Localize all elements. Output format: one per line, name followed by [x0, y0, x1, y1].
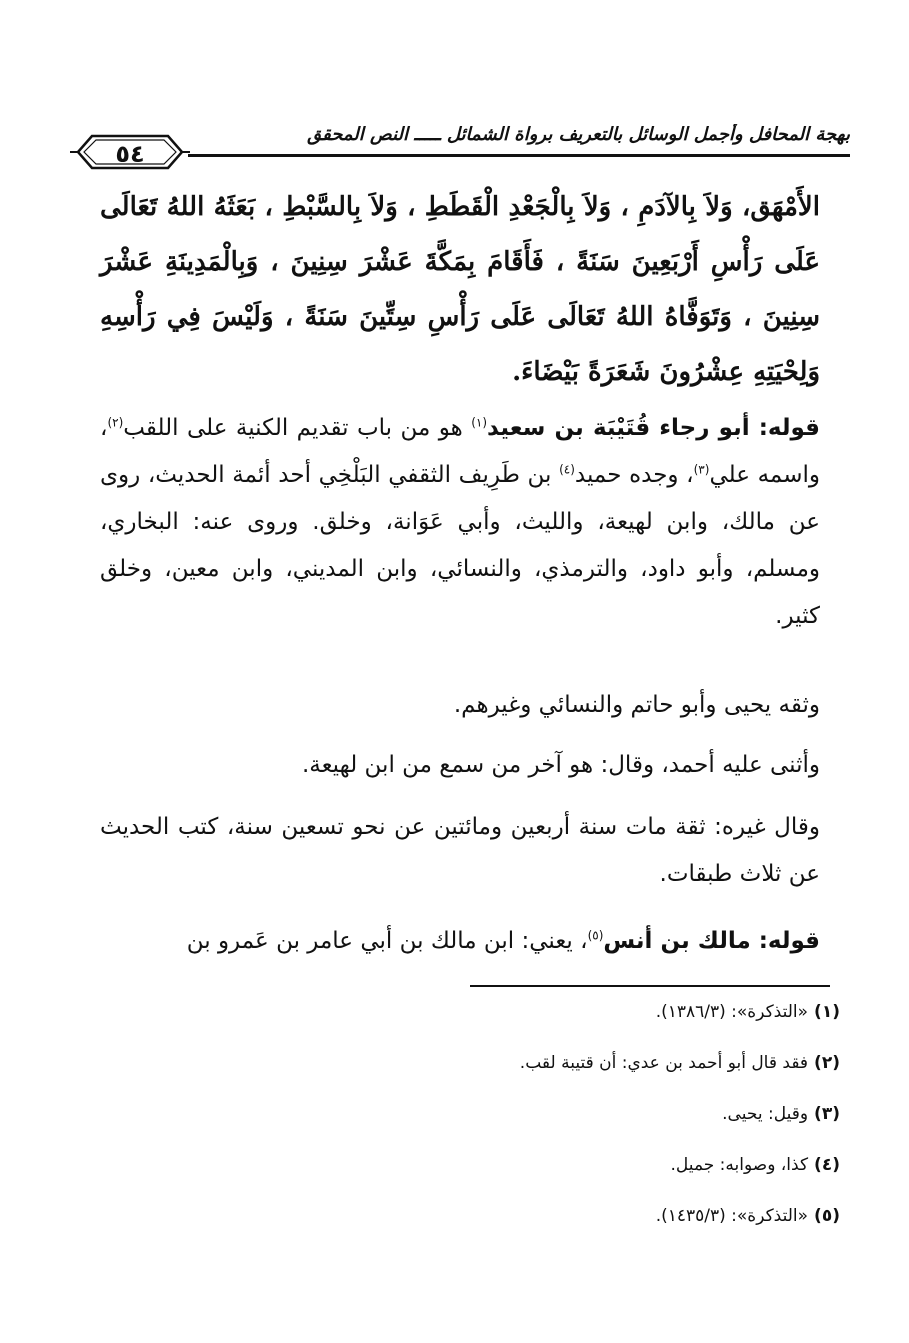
- paragraph-text: هو من باب تقديم الكنية على اللقب: [123, 415, 472, 441]
- footnote-item: [300, 990, 840, 1041]
- footnote-ref-4[interactable]: (٤): [559, 462, 575, 477]
- footnote-item: [300, 1143, 840, 1194]
- footnote-ref-5[interactable]: (٥): [587, 928, 604, 943]
- paragraph-lead: قوله: مالك بن أنس: [603, 928, 820, 954]
- page-number: ٥٤: [115, 140, 145, 168]
- running-header-title: بهجة المحافل وأجمل الوسائل بالتعريف برواة الشمائل ـــــ النص المحقق: [307, 124, 850, 145]
- paragraph-lead: قوله: أبو رجاء قُتَيْبَة بن سعيد: [487, 415, 820, 441]
- footnote-number: (٤): [814, 1155, 840, 1175]
- footnote-number: (١): [814, 1002, 840, 1022]
- hadith-text: الأَمْهَق، وَلاَ بِالآدَمِ ، وَلاَ بِالْجَعْدِ الْقَطَطِ ، وَلاَ بِالسَّبْطِ ، بَعَثَهُ اللهُ تَعَالَى عَلَى رَأْسِ أَرْبَعِينَ سَنَةً ، فَأَقَامَ بِمَكَّةَ عَشْرَ سِنِينَ ، وَبِالْمَدِينَةِ عَشْرَ سِنِينَ ، وَتَوَفَّاهُ اللهُ تَعَالَى عَلَى رَأْسِ سِتِّينَ سَنَةً ، وَلَيْسَ فِي رَأْسِهِ وَلِحْيَتِهِ عِشْرُونَ شَعَرَةً بَيْضَاءَ.: [100, 192, 820, 387]
- footnote-text: فقد قال أبو أحمد بن عدي: أن قتيبة لقب.: [519, 1053, 809, 1073]
- paragraph-malik: [100, 918, 820, 965]
- footnote-item: [300, 1041, 840, 1092]
- paragraph-text: بن طَرِيف الثقفي البَلْخِي أحد أئمة الحديث، روى عن مالك، وابن لهيعة، والليث، وأبي عَوَانة، وخلق. وروى عنه: البخاري، ومسلم، وأبو داود، والترمذي، والنسائي، وابن المديني، وابن معين، وخلق كثير.: [100, 462, 820, 629]
- paragraph-text: ، وجده حميد: [574, 462, 694, 488]
- paragraph-qutaybah: [100, 405, 820, 640]
- footnote-separator: [470, 985, 830, 987]
- paragraph-tawthiq: وثقه يحيى وأبو حاتم والنسائي وغيرهم.: [453, 692, 820, 718]
- paragraph-death: وقال غيره: ثقة مات سنة أربعين ومائتين عن نحو تسعين سنة، كتب الحديث عن ثلاث طبقات.: [100, 814, 820, 887]
- footnote-text: «التذكرة»: (١٣٨٦/٣).: [655, 1002, 809, 1022]
- footnote-text: «التذكرة»: (١٤٣٥/٣).: [655, 1206, 809, 1226]
- page-number-badge: [70, 132, 190, 172]
- footnote-text: وقيل: يحيى.: [722, 1104, 809, 1124]
- paragraph-text: ، يعني: ابن مالك بن أبي عامر بن عَمرو بن: [186, 928, 588, 954]
- footnote-item: [300, 1194, 840, 1245]
- header-rule: [188, 154, 850, 157]
- footnote-ref-3[interactable]: (٣): [693, 462, 710, 477]
- footnote-number: (٥): [814, 1206, 840, 1226]
- paragraph-text: ، واسمه علي: [100, 415, 820, 488]
- footnotes: [300, 990, 840, 1245]
- footnote-text: كذا، وصوابه: جميل.: [670, 1155, 809, 1175]
- footnote-ref-2[interactable]: (٢): [107, 415, 124, 430]
- footnote-item: [300, 1092, 840, 1143]
- footnote-number: (٢): [814, 1053, 840, 1073]
- running-header: [60, 120, 850, 182]
- footnote-number: (٣): [814, 1104, 840, 1124]
- footnote-ref-1[interactable]: (١): [471, 415, 488, 430]
- paragraph-ahmad: وأثنى عليه أحمد، وقال: هو آخر من سمع من ابن لهيعة.: [301, 752, 820, 778]
